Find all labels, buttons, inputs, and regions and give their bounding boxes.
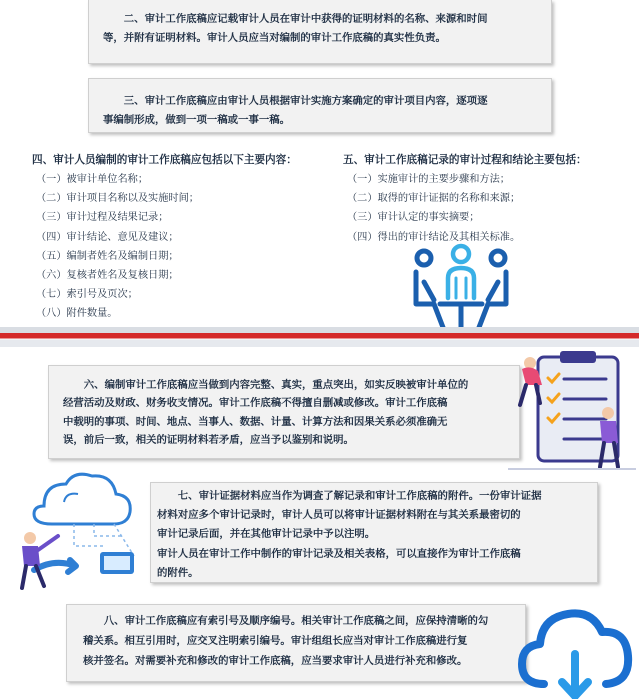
list-item: （一）实施审计的主要步骤和方法； — [347, 174, 510, 185]
checklist-illustration — [508, 345, 636, 470]
cloud-network-illustration — [4, 466, 154, 594]
list-item: （八）附件数量。 — [36, 308, 118, 320]
list-item: （二）审计项目名称以及实施时间； — [36, 193, 199, 205]
section-8-line-1: 八、审计工作底稿应有索引号及顺序编号。相关审计工作底稿之间，应保持清晰的勾 — [103, 615, 489, 627]
section-2-box — [88, 0, 552, 64]
section-7-box — [150, 482, 598, 583]
team-meeting-icon — [410, 242, 512, 334]
section-8-line-2: 稽关系。相互引用时，应交叉注明索引编号。审计组组长应当对审计工作底稿进行复 — [83, 635, 468, 647]
section-6-box — [48, 365, 520, 459]
section-7-line-1: 七、审计证据材料应当作为调查了解记录和审计工作底稿的附件。一份审计证据 — [177, 490, 542, 502]
section-2-line-2: 等，并附有证明材料。审计人员应当对编制的审计工作底稿的真实性负责。 — [103, 32, 446, 44]
list-item: （三）审计认定的事实摘要； — [347, 212, 480, 224]
section-5-list — [343, 152, 587, 247]
list-item: （六）复核者姓名及复核日期； — [36, 270, 179, 282]
section-8-line-3: 核并签名。对需要补充和修改的审计工作底稿，应当要求审计人员进行补充和修改。 — [83, 655, 468, 667]
section-3-line-1: 三、审计工作底稿应由审计人员根据审计实施方案确定的审计项目内容，逐项逐 — [123, 95, 488, 107]
section-8-box — [66, 604, 526, 682]
list-item: （五）编制者姓名及编制日期； — [36, 250, 179, 262]
section-6-line-2: 经营活动及财政、财务收支情况。审计工作底稿不得擅自删减或修改。审计工作底稿 — [63, 397, 448, 410]
section-4-title: 四、审计人员编制的审计工作底稿应包括以下主要内容： — [32, 154, 297, 166]
list-item: （七）索引号及页次； — [36, 289, 138, 301]
list-item: （四）审计结论、意见及建议； — [36, 231, 179, 243]
section-3-line-2: 事编制形成，做到一项一稿或一事一稿。 — [103, 114, 291, 126]
list-item: （一）被审计单位名称； — [36, 174, 149, 185]
section-2-line-1: 二、审计工作底稿应记载审计人员在审计中获得的证明材料的名称、来源和时间 — [123, 13, 488, 25]
section-7-line-2: 材料对应多个审计记录时，审计人员可以将审计证据材料附在与其关系最密切的 — [157, 509, 521, 522]
section-6-line-1: 六、编制审计工作底稿应当做到内容完整、真实，重点突出，如实反映被审计单位的 — [83, 379, 469, 391]
section-3-box — [88, 78, 552, 133]
section-4-list — [32, 152, 297, 324]
list-item: （二）取得的审计证据的名称和来源； — [347, 193, 521, 205]
cloud-download-icon — [516, 598, 634, 699]
section-7-line-4: 审计人员在审计工作中制作的审计记录及相关表格，可以直接作为审计工作底稿 — [157, 547, 521, 560]
section-5-title: 五、审计工作底稿记录的审计过程和结论主要包括： — [343, 154, 587, 166]
section-7-line-5: 的附件。 — [157, 566, 199, 579]
section-7-line-3: 审计记录后面，并在其他审计记录中予以注明。 — [157, 528, 376, 541]
section-6-line-3: 中载明的事项、时间、地点、当事人、数据、计量、计算方法和因果关系必须准确无 — [63, 415, 448, 428]
list-item: （四）得出的审计结论及其相关标准。 — [347, 231, 521, 243]
section-6-line-4: 误，前后一致，相关的证明材料若矛盾，应当予以鉴别和说明。 — [63, 434, 354, 447]
list-item: （三）审计过程及结果记录； — [36, 212, 169, 224]
